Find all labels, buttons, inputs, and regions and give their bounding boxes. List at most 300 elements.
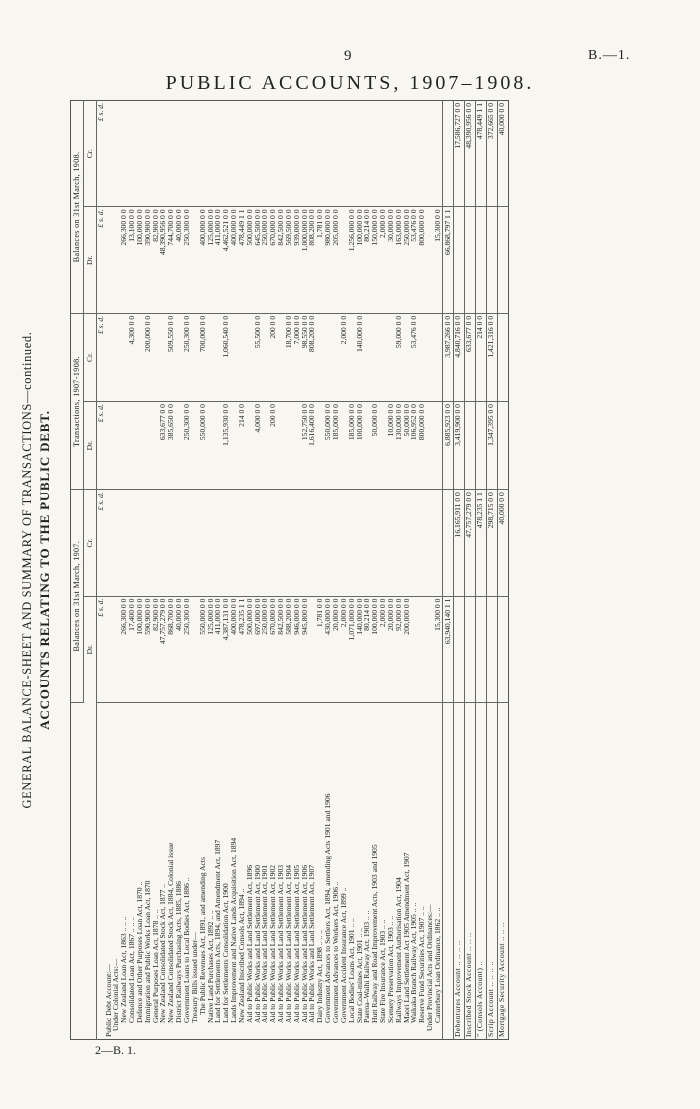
- row-amount: [332, 490, 340, 596]
- row-amount: 47,757,279 0 0: [159, 596, 167, 702]
- row-amount: [207, 313, 215, 401]
- row-amount: 125,000 0 0: [207, 596, 215, 702]
- row-amount: [105, 402, 113, 490]
- row-amount: 266,300 0 0: [120, 207, 128, 313]
- row-amount: 700,000 0 0: [199, 313, 207, 401]
- row-amount: [120, 490, 128, 596]
- row-amount: 509,550 0 0: [167, 313, 175, 401]
- row-amount: [434, 313, 442, 401]
- row-description: Under Colonial Acts:—: [111, 958, 121, 1031]
- row-amount: 1,347,395 0 0: [486, 402, 497, 490]
- row-amount: [128, 101, 136, 207]
- row-amount: 100,000 0 0: [136, 596, 144, 702]
- row-amount: [238, 313, 246, 401]
- row-description: Aid to Public Works and Land Settlement Act, 1907: [307, 864, 317, 1023]
- row-amount: [363, 313, 371, 401]
- row-amount: 633,677 0 0: [464, 313, 475, 401]
- row-amount: [301, 101, 309, 207]
- row-amount: 1,135,930 0 0: [222, 402, 230, 490]
- row-amount: [277, 490, 285, 596]
- row-amount: [379, 490, 387, 596]
- row-amount: 1,616,400 0 0: [308, 402, 316, 490]
- row-description: Scrip Account .. .. .. ..: [486, 703, 497, 1040]
- row-amount: [207, 402, 215, 490]
- row-amount: 670,000 0 0: [269, 596, 277, 702]
- row-amount: [426, 402, 434, 490]
- row-amount: [387, 490, 395, 596]
- row-amount: 20,000 0 0: [387, 596, 395, 702]
- row-description: Immigration and Public Works Loan Act, 1870: [142, 880, 152, 1023]
- row-amount: [497, 207, 508, 313]
- row-amount: 250,000 0 0: [403, 207, 411, 313]
- row-amount: [152, 490, 160, 596]
- row-amount: [340, 490, 348, 596]
- row-amount: 106,952 0 0: [410, 402, 418, 490]
- row-amount: [464, 402, 475, 490]
- row-amount: 80,214 0 0: [363, 596, 371, 702]
- row-amount: [120, 101, 128, 207]
- row-amount: 980,000 0 0: [324, 207, 332, 313]
- row-description: Dairy Industry Act, 1898 .. .. ..: [315, 929, 325, 1023]
- row-amount: 48,390,956 0 0: [464, 101, 475, 207]
- units-label: £ s. d.: [96, 207, 104, 313]
- row-amount: [434, 402, 442, 490]
- row-amount: [105, 313, 113, 401]
- row-amount: [183, 101, 191, 207]
- row-amount: 3,987,266 0 0: [442, 313, 453, 401]
- row-amount: [261, 490, 269, 596]
- row-amount: [105, 101, 113, 207]
- row-amount: 250,000 0 0: [261, 596, 269, 702]
- row-amount: 92,000 0 0: [395, 596, 403, 702]
- row-amount: 200 0 0: [269, 313, 277, 401]
- row-amount: [371, 490, 379, 596]
- row-amount: [199, 101, 207, 207]
- row-description: Native Land Purchases Act, 1892 .. ..: [205, 910, 215, 1023]
- row-amount: [230, 101, 238, 207]
- sub-col-cr-1908: Cr.: [83, 101, 96, 207]
- ledger-row: [308, 101, 316, 1040]
- row-amount: [191, 101, 199, 207]
- row-amount: [442, 101, 453, 207]
- row-amount: [348, 490, 356, 596]
- row-amount: 588,200 0 0: [285, 596, 293, 702]
- row-description: Aid to Public Works and Land Settlement Act, 1903: [276, 864, 286, 1023]
- row-description: New Zealand Inscribed Consols Act, 1894 ..: [236, 888, 246, 1023]
- row-amount: [395, 101, 403, 207]
- currency-row: [96, 101, 104, 1040]
- row-description: Consolidated Loan Act, 1867 .. .. ..: [127, 916, 137, 1023]
- row-amount: 4,462,521 0 0: [222, 207, 230, 313]
- table-title: GENERAL BALANCE-SHEET AND SUMMARY OF TRANSACTIONS—continued.: [20, 331, 34, 809]
- account-row: [486, 101, 497, 1040]
- row-amount: [418, 596, 426, 702]
- row-amount: 152,750 0 0: [301, 402, 309, 490]
- ledger-row: [371, 101, 379, 1040]
- col-group-transactions: Transactions, 1907-1908.: [71, 313, 84, 489]
- row-amount: 205,000 0 0: [332, 207, 340, 313]
- row-amount: 550,000 0 0: [324, 402, 332, 490]
- row-amount: 48,390,956 0 0: [159, 207, 167, 313]
- row-amount: 214 0 0: [238, 402, 246, 490]
- row-description: State Fire Insurance Act, 1903 .. ..: [378, 919, 388, 1023]
- row-amount: [136, 402, 144, 490]
- row-amount: 16,165,911 0 0: [453, 490, 464, 596]
- row-amount: [238, 490, 246, 596]
- row-amount: 163,000 0 0: [395, 207, 403, 313]
- row-amount: [246, 101, 254, 207]
- row-description: Government Loans to Local Bodies Act, 1886 ..: [181, 877, 191, 1023]
- row-description: New Zealand Consolidated Stock Act, 1877 ..: [158, 884, 168, 1023]
- row-description: Canterbury Loan Ordinance, 1862 .. ..: [432, 907, 442, 1023]
- row-description: Aid to Public Works and Land Settlement Act, 1905: [291, 864, 301, 1023]
- ledger-table: [70, 100, 509, 1040]
- row-amount: 100,000 0 0: [356, 207, 364, 313]
- row-amount: 130,000 0 0: [395, 402, 403, 490]
- row-amount: 140,000 0 0: [356, 313, 364, 401]
- row-amount: 478,449 1 1: [238, 207, 246, 313]
- units-label: £ s. d.: [96, 402, 104, 490]
- row-amount: [356, 490, 364, 596]
- row-description: State Coal-mines Act, 1901 .. ..: [354, 928, 364, 1023]
- description-header: [71, 703, 97, 1040]
- row-amount: 40,000 0 0: [175, 596, 183, 702]
- row-amount: [112, 313, 120, 401]
- row-amount: 645,500 0 0: [254, 207, 262, 313]
- row-amount: [120, 402, 128, 490]
- ledger-row: [105, 101, 113, 1040]
- row-amount: 40,000 0 0: [175, 207, 183, 313]
- row-description: Defence and Other Purposes Loan Act, 1870 ..: [134, 881, 144, 1023]
- row-amount: 400,000 0 0: [199, 207, 207, 313]
- row-amount: 3,419,900 0 0: [453, 402, 464, 490]
- row-amount: 430,000 0 0: [324, 596, 332, 702]
- row-amount: 17,400 0 0: [128, 596, 136, 702]
- row-amount: 800,000 0 0: [418, 207, 426, 313]
- row-amount: [285, 402, 293, 490]
- row-amount: 2,000 0 0: [379, 207, 387, 313]
- row-amount: [159, 490, 167, 596]
- row-amount: 1,781 0 0: [316, 596, 324, 702]
- row-amount: [324, 490, 332, 596]
- row-amount: [175, 490, 183, 596]
- units-label: £ s. d.: [96, 101, 104, 207]
- row-description: New Zealand Consolidated Stock Act, 1884, Colonial issue: [166, 842, 176, 1023]
- row-amount: [246, 490, 254, 596]
- row-amount: [214, 101, 222, 207]
- row-amount: 1,000,000 0 0: [301, 207, 309, 313]
- row-description: Under Provincial Acts and Ordinances:—: [425, 904, 435, 1031]
- row-amount: 939,000 0 0: [293, 207, 301, 313]
- account-row: [464, 101, 475, 1040]
- row-amount: 200 0 0: [269, 402, 277, 490]
- row-description: Local Bodies' Loans Act, 1901 .. ..: [346, 918, 356, 1023]
- row-amount: [152, 101, 160, 207]
- row-amount: [105, 207, 113, 313]
- row-description: Mortgage Security Account .. .. ..: [497, 703, 508, 1040]
- row-amount: 808,200 0 0: [308, 207, 316, 313]
- row-description: Land for Settlements Acts, 1894, and Amendment Act, 1897: [213, 839, 223, 1023]
- row-amount: [434, 490, 442, 596]
- row-description: " (Consols Account) ..: [475, 703, 486, 1040]
- ledger-row: [418, 101, 426, 1040]
- row-amount: [207, 490, 215, 596]
- row-description: Maori Land Settlement Act 1905 Amendment Act, 1907: [401, 852, 411, 1023]
- row-amount: 633,677 0 0: [159, 402, 167, 490]
- row-description: Land for Settlements Consolidation Act, 1900: [221, 883, 231, 1023]
- row-amount: 400,000 0 0: [230, 207, 238, 313]
- col-group-1907: Balances on 31st March, 1907.: [71, 490, 84, 703]
- row-amount: 842,500 0 0: [277, 596, 285, 702]
- row-amount: [144, 101, 152, 207]
- row-amount: 55,500 0 0: [254, 313, 262, 401]
- row-amount: 250,300 0 0: [183, 313, 191, 401]
- row-amount: 4,000 0 0: [254, 402, 262, 490]
- row-amount: 6,885,923 0 0: [442, 402, 453, 490]
- sub-col-dr-1907: Dr.: [83, 596, 96, 702]
- row-description: Treasury Bills issued under—: [189, 932, 199, 1023]
- row-amount: 100,000 0 0: [371, 596, 379, 702]
- row-amount: [269, 490, 277, 596]
- row-description: Public Debt Account:—: [103, 964, 113, 1037]
- row-amount: 411,000 0 0: [214, 596, 222, 702]
- row-amount: [167, 101, 175, 207]
- row-amount: [308, 490, 316, 596]
- row-amount: 82,900 0 0: [152, 596, 160, 702]
- row-amount: [261, 101, 269, 207]
- row-amount: [277, 402, 285, 490]
- page-number: 9: [344, 48, 352, 64]
- sub-col-cr-trans: Cr.: [83, 313, 96, 401]
- row-amount: [486, 596, 497, 702]
- row-amount: [410, 596, 418, 702]
- row-amount: 185,000 0 0: [348, 402, 356, 490]
- row-amount: [475, 596, 486, 702]
- row-amount: 66,868,797 1 1: [442, 207, 453, 313]
- account-row: [453, 101, 464, 1040]
- row-amount: 80,214 0 0: [363, 207, 371, 313]
- row-amount: [418, 101, 426, 207]
- row-amount: [112, 101, 120, 207]
- footer-reference: 2—B. 1.: [95, 1043, 137, 1057]
- row-amount: 13,100 0 0: [128, 207, 136, 313]
- row-description: Government Advances to Settlers Act, 1894, amending Acts 1901 and 1906: [323, 793, 333, 1023]
- row-amount: [222, 101, 230, 207]
- row-amount: 30,000 0 0: [387, 207, 395, 313]
- row-amount: [379, 101, 387, 207]
- row-description: Inscribed Stock Account .. .. ..: [464, 703, 475, 1040]
- row-amount: [128, 402, 136, 490]
- row-amount: [285, 101, 293, 207]
- row-amount: 59,000 0 0: [395, 313, 403, 401]
- row-amount: 2,000 0 0: [340, 596, 348, 702]
- row-amount: 50,000 0 0: [403, 402, 411, 490]
- row-amount: [348, 101, 356, 207]
- row-amount: 298,715 0 0: [486, 490, 497, 596]
- row-amount: [293, 101, 301, 207]
- row-amount: 10,000 0 0: [387, 402, 395, 490]
- row-amount: 945,800 0 0: [301, 596, 309, 702]
- row-amount: [475, 207, 486, 313]
- rotated-ledger: [20, 100, 622, 1040]
- row-amount: 40,000 0 0: [497, 101, 508, 207]
- row-amount: [128, 490, 136, 596]
- row-description: Paeroa–Waihi Railway Act, 1903 .. ..: [362, 910, 372, 1023]
- units-label: £ s. d.: [96, 490, 104, 596]
- row-amount: 63,940,140 1 1: [442, 596, 453, 702]
- row-amount: [434, 101, 442, 207]
- row-amount: 250,300 0 0: [183, 402, 191, 490]
- row-amount: 200,000 0 0: [403, 596, 411, 702]
- row-amount: [105, 596, 113, 702]
- row-amount: [254, 101, 262, 207]
- row-amount: [277, 101, 285, 207]
- row-amount: [356, 101, 364, 207]
- row-amount: 7,000 0 0: [293, 313, 301, 401]
- row-amount: 385,650 0 0: [167, 402, 175, 490]
- row-amount: [371, 101, 379, 207]
- row-amount: 550,000 0 0: [199, 596, 207, 702]
- account-row: [497, 101, 508, 1040]
- row-amount: 50,000 0 0: [371, 402, 379, 490]
- row-amount: [191, 490, 199, 596]
- row-amount: 214 0 0: [475, 313, 486, 401]
- row-amount: [332, 101, 340, 207]
- row-amount: 697,000 0 0: [254, 596, 262, 702]
- row-amount: [418, 490, 426, 596]
- row-amount: [316, 313, 324, 401]
- row-amount: 411,000 0 0: [214, 207, 222, 313]
- units-label: £ s. d.: [96, 313, 104, 401]
- sub-col-dr-trans: Dr.: [83, 402, 96, 490]
- row-amount: 53,476 0 0: [410, 313, 418, 401]
- row-amount: 670,000 0 0: [269, 207, 277, 313]
- row-amount: [214, 490, 222, 596]
- row-description: Aid to Public Works and Land Settlement Act, 1904: [283, 864, 293, 1023]
- row-description: Lands Improvement and Native Lands Acquisition Act, 1894: [229, 837, 239, 1023]
- row-amount: 2,000 0 0: [379, 596, 387, 702]
- row-amount: 2,000 0 0: [340, 313, 348, 401]
- row-description: Aid to Public Works and Land Settlement Act, 1902: [268, 864, 278, 1023]
- row-amount: [363, 101, 371, 207]
- row-amount: [175, 101, 183, 207]
- row-amount: 15,300 0 0: [434, 596, 442, 702]
- row-amount: 53,476 0 0: [410, 207, 418, 313]
- main-title: PUBLIC ACCOUNTS, 1907–1908.: [165, 72, 535, 94]
- row-amount: 946,000 0 0: [293, 596, 301, 702]
- row-amount: [316, 490, 324, 596]
- ledger-body: [96, 101, 508, 1040]
- row-amount: [464, 596, 475, 702]
- ledger-row: [183, 101, 191, 1040]
- row-amount: [112, 402, 120, 490]
- row-amount: [410, 490, 418, 596]
- row-amount: 569,500 0 0: [285, 207, 293, 313]
- row-amount: 1,781 0 0: [316, 207, 324, 313]
- row-description: The Public Revenues Act, 1891, and amending Acts: [197, 857, 207, 1015]
- row-description: Aid to Public Works and Land Settlement Act, 1901: [260, 864, 270, 1023]
- row-amount: [410, 101, 418, 207]
- row-amount: [144, 490, 152, 596]
- row-amount: [426, 101, 434, 207]
- row-amount: 98,550 0 0: [301, 313, 309, 401]
- row-amount: [403, 490, 411, 596]
- row-description: Government Accident Insurance Act, 1899 ..: [338, 887, 348, 1023]
- row-description: Government Advances to Workers Act, 1906 ..: [331, 881, 340, 1023]
- row-amount: [112, 490, 120, 596]
- row-amount: [199, 490, 207, 596]
- row-amount: 140,000 0 0: [356, 596, 364, 702]
- row-amount: [387, 101, 395, 207]
- row-description: Debentures Account .. .. .. ..: [453, 703, 464, 1040]
- row-amount: 4,300 0 0: [128, 313, 136, 401]
- row-description: [442, 703, 453, 1040]
- row-amount: [301, 490, 309, 596]
- row-amount: [403, 101, 411, 207]
- row-description: District Railways Purchasing Acts, 1885, 1886: [174, 881, 184, 1023]
- row-amount: 100,000 0 0: [356, 402, 364, 490]
- row-description: Reserve Fund Securities Act, 1907 .. ..: [417, 906, 427, 1023]
- row-amount: [453, 596, 464, 702]
- row-amount: 1,060,540 0 0: [222, 313, 230, 401]
- row-amount: [136, 490, 144, 596]
- row-amount: 17,586,727 0 0: [453, 101, 464, 207]
- row-amount: 250,000 0 0: [261, 207, 269, 313]
- sub-col-cr-1907: Cr.: [83, 490, 96, 596]
- row-amount: [293, 490, 301, 596]
- row-amount: 185,000 0 0: [332, 402, 340, 490]
- row-amount: [464, 207, 475, 313]
- row-amount: [371, 313, 379, 401]
- row-amount: 40,000 0 0: [497, 490, 508, 596]
- sub-col-dr-1908: Dr.: [83, 207, 96, 313]
- row-description: Scenery Preservation Act, 1903 .. ..: [385, 915, 395, 1023]
- row-description: General Purposes Loan Act, 1878 .. ..: [150, 909, 160, 1023]
- row-description: Hutt Railway and Road Improvement Acts, 1903 and 1905: [370, 844, 380, 1023]
- row-amount: 500,000 0 0: [246, 207, 254, 313]
- row-description: Railways Improvement Authorisation Act, 1904: [393, 877, 403, 1023]
- row-amount: [497, 313, 508, 401]
- row-amount: 150,000 0 0: [371, 207, 379, 313]
- row-description: Waikaka Branch Railway Act, 1905 .. ..: [409, 902, 419, 1023]
- row-amount: [152, 313, 160, 401]
- row-amount: 590,900 0 0: [144, 596, 152, 702]
- row-amount: 18,700 0 0: [285, 313, 293, 401]
- row-amount: 500,000 0 0: [246, 596, 254, 702]
- row-amount: [144, 402, 152, 490]
- row-amount: 390,900 0 0: [144, 207, 152, 313]
- row-amount: [340, 101, 348, 207]
- row-amount: [159, 101, 167, 207]
- row-amount: [207, 101, 215, 207]
- column-group-row: [71, 101, 84, 1040]
- row-amount: 47,757,279 0 0: [464, 490, 475, 596]
- row-amount: 478,449 1 1: [475, 101, 486, 207]
- row-amount: [285, 490, 293, 596]
- row-amount: 15,300 0 0: [434, 207, 442, 313]
- row-amount: 744,700 0 0: [167, 207, 175, 313]
- row-amount: [269, 101, 277, 207]
- row-amount: [324, 101, 332, 207]
- row-amount: [308, 101, 316, 207]
- row-amount: [426, 313, 434, 401]
- row-amount: 82,900 0 0: [152, 207, 160, 313]
- row-description: Aid to Public Works and Land Settlement Act, 1900: [252, 864, 262, 1023]
- row-amount: [167, 490, 175, 596]
- row-amount: 250,300 0 0: [183, 207, 191, 313]
- row-amount: 4,387,131 0 0: [222, 596, 230, 702]
- row-amount: [105, 490, 113, 596]
